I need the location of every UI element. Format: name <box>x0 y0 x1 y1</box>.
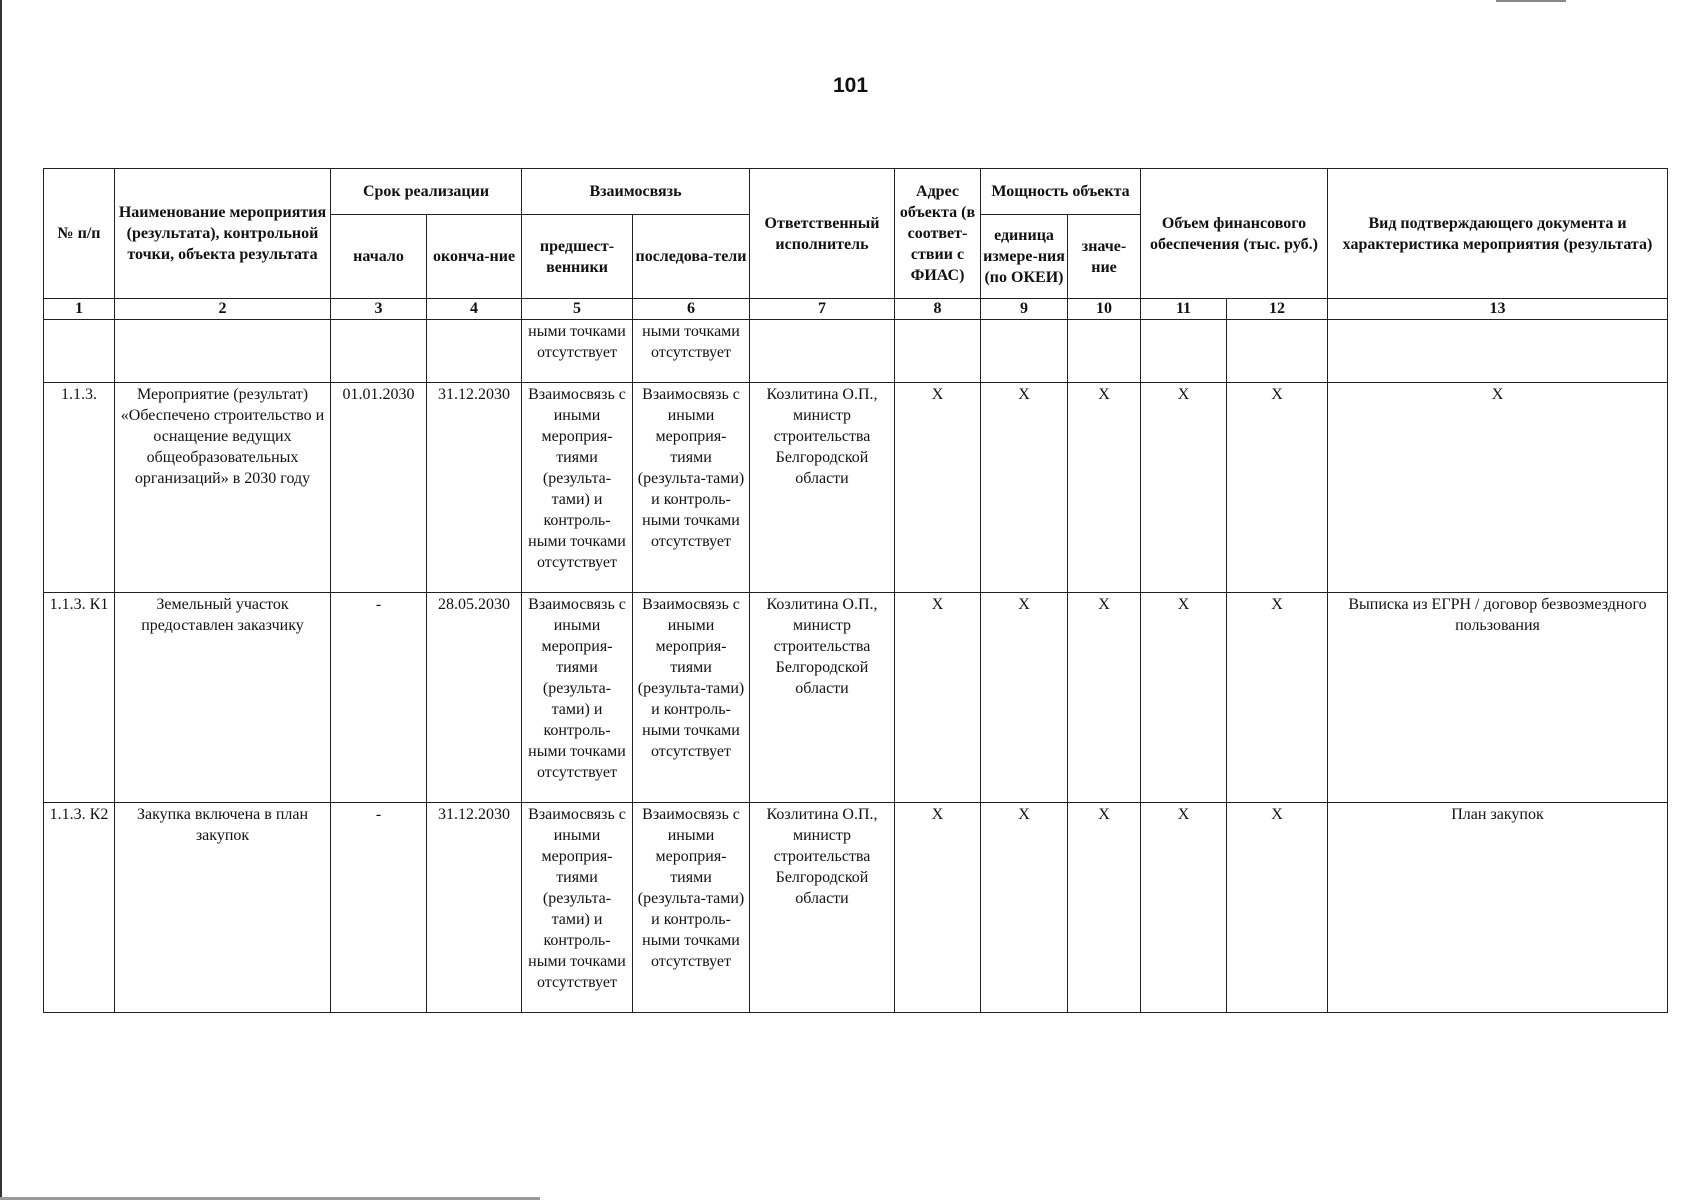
header-link: Взаимосвязь <box>522 169 750 215</box>
column-number: 5 <box>522 299 633 320</box>
table-row <box>44 593 1668 803</box>
cell-address: X <box>895 803 981 1013</box>
cell-responsible <box>750 320 895 383</box>
header-link-next: последова-тели <box>633 215 750 299</box>
cell-name: Земельный участок предоставлен заказчику <box>115 593 331 803</box>
header-address: Адрес объекта (в соответ-ствии с ФИАС) <box>895 169 981 299</box>
cell-name: Мероприятие (результат) «Обеспечено строительство и оснащение ведущих общеобразовательных организаций» в 2030 году <box>115 383 331 593</box>
cell-start <box>331 320 427 383</box>
cell-fin11: X <box>1141 593 1227 803</box>
cell-fin12: X <box>1227 593 1328 803</box>
page-number: 101 <box>832 74 869 97</box>
cell-end: 31.12.2030 <box>427 383 522 593</box>
column-number: 2 <box>115 299 331 320</box>
cell-prev: Взаимосвязь с иными мероприя-тиями (результа-тами) и контроль-ными точками отсутствует <box>522 383 633 593</box>
column-number: 8 <box>895 299 981 320</box>
cell-unit: X <box>981 383 1068 593</box>
cell-name: Закупка включена в план закупок <box>115 803 331 1013</box>
cell-value: X <box>1068 383 1141 593</box>
cell-fin11: X <box>1141 383 1227 593</box>
cell-prev: Взаимосвязь с иными мероприя-тиями (результа-тами) и контроль-ными точками отсутствует <box>522 803 633 1013</box>
cell-unit: X <box>981 593 1068 803</box>
scan-border-left <box>0 0 2 1200</box>
cell-start: - <box>331 593 427 803</box>
cell-fin11 <box>1141 320 1227 383</box>
cell-value: X <box>1068 593 1141 803</box>
header-link-prev: предшест-венники <box>522 215 633 299</box>
cell-address: X <box>895 383 981 593</box>
table-row <box>44 383 1668 593</box>
cell-next: Взаимосвязь с иными мероприя-тиями (результа-тами) и контроль-ными точками отсутствует <box>633 593 750 803</box>
cell-value <box>1068 320 1141 383</box>
table-body <box>44 320 1668 1013</box>
cell-end <box>427 320 522 383</box>
cell-document: X <box>1328 383 1668 593</box>
header-term-start: начало <box>331 215 427 299</box>
column-number: 9 <box>981 299 1068 320</box>
column-number: 13 <box>1328 299 1668 320</box>
cell-start: 01.01.2030 <box>331 383 427 593</box>
cell-responsible: Козлитина О.П., министр строительства Белгородской области <box>750 803 895 1013</box>
plan-table <box>43 168 1668 1013</box>
cell-address: X <box>895 593 981 803</box>
header-responsible: Ответственный исполнитель <box>750 169 895 299</box>
column-number: 11 <box>1141 299 1227 320</box>
cell-address <box>895 320 981 383</box>
cell-fin12: X <box>1227 803 1328 1013</box>
column-number: 10 <box>1068 299 1141 320</box>
cell-end: 31.12.2030 <box>427 803 522 1013</box>
cell-responsible: Козлитина О.П., министр строительства Белгородской области <box>750 383 895 593</box>
cell-responsible: Козлитина О.П., министр строительства Белгородской области <box>750 593 895 803</box>
cell-document <box>1328 320 1668 383</box>
header-term: Срок реализации <box>331 169 522 215</box>
cell-start: - <box>331 803 427 1013</box>
cell-value: X <box>1068 803 1141 1013</box>
header-no: № п/п <box>44 169 115 299</box>
cell-no: 1.1.3. <box>44 383 115 593</box>
column-number: 1 <box>44 299 115 320</box>
cell-no <box>44 320 115 383</box>
scan-mark-top <box>1496 0 1566 2</box>
column-number: 3 <box>331 299 427 320</box>
column-number: 6 <box>633 299 750 320</box>
column-number: 7 <box>750 299 895 320</box>
header-capacity-unit: единица измере-ния (по ОКЕИ) <box>981 215 1068 299</box>
header-term-end: оконча-ние <box>427 215 522 299</box>
header-finance: Объем финансового обеспечения (тыс. руб.) <box>1141 169 1328 299</box>
cell-no: 1.1.3. К2 <box>44 803 115 1013</box>
cell-next: Взаимосвязь с иными мероприя-тиями (результа-тами) и контроль-ными точками отсутствует <box>633 803 750 1013</box>
cell-unit: X <box>981 803 1068 1013</box>
column-number: 4 <box>427 299 522 320</box>
cell-fin11: X <box>1141 803 1227 1013</box>
header-capacity: Мощность объекта <box>981 169 1141 215</box>
cell-end: 28.05.2030 <box>427 593 522 803</box>
cell-next: Взаимосвязь с иными мероприя-тиями (результа-тами) и контроль-ными точками отсутствует <box>633 383 750 593</box>
cell-unit <box>981 320 1068 383</box>
cell-document: План закупок <box>1328 803 1668 1013</box>
cell-fin12 <box>1227 320 1328 383</box>
cell-fin12: X <box>1227 383 1328 593</box>
header-document: Вид подтверждающего документа и характеристика мероприятия (результата) <box>1328 169 1668 299</box>
header-name: Наименование мероприятия (результата), контрольной точки, объекта результата <box>115 169 331 299</box>
header-capacity-value: значе-ние <box>1068 215 1141 299</box>
cell-document: Выписка из ЕГРН / договор безвозмездного пользования <box>1328 593 1668 803</box>
column-number: 12 <box>1227 299 1328 320</box>
cell-name <box>115 320 331 383</box>
table-row <box>44 320 1668 383</box>
cell-no: 1.1.3. К1 <box>44 593 115 803</box>
table-row <box>44 803 1668 1013</box>
table-header <box>44 169 1668 320</box>
cell-next: ными точками отсутствует <box>633 320 750 383</box>
cell-prev: ными точками отсутствует <box>522 320 633 383</box>
cell-prev: Взаимосвязь с иными мероприя-тиями (результа-тами) и контроль-ными точками отсутствует <box>522 593 633 803</box>
